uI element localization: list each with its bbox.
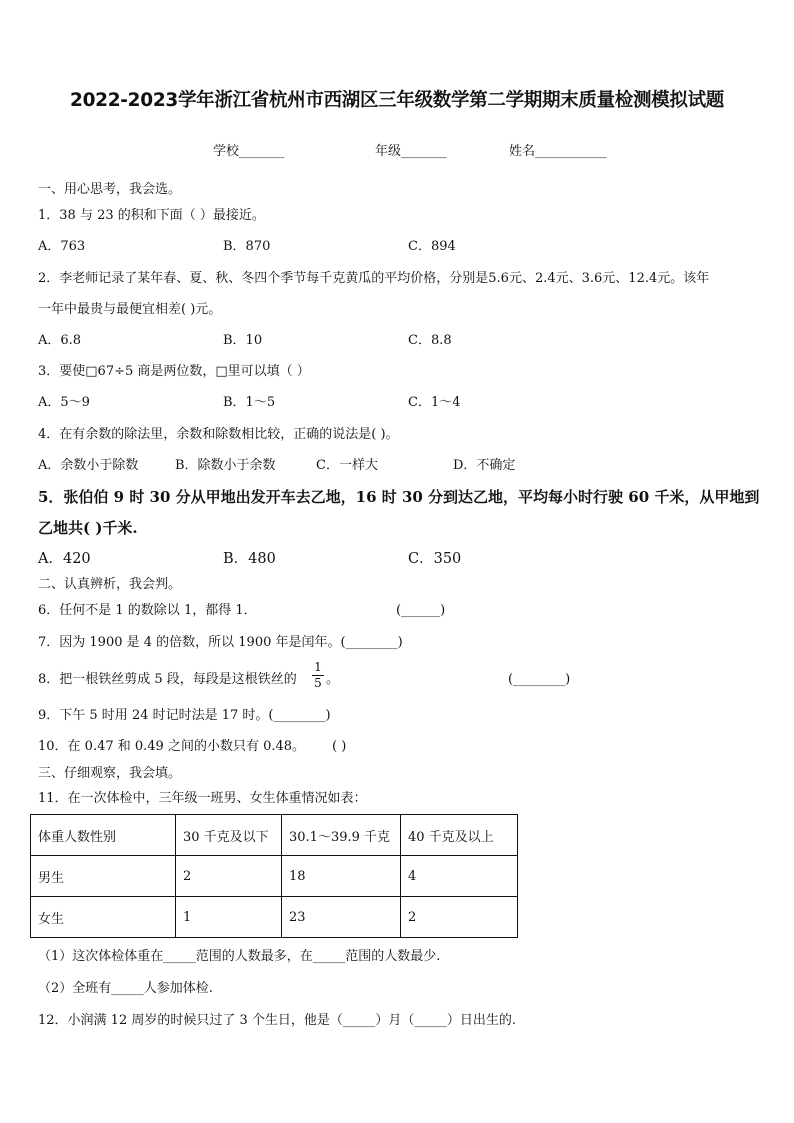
q2-option-c: C．8.8 [408, 333, 452, 348]
question-1: 1．38 与 23 的积和下面（ ）最接近。 [38, 208, 265, 223]
question-5-line-1: 5．张伯伯 9 时 30 分从甲地出发开车去乙地，16 时 30 分到达乙地，平均每小时行驶 60 千米，从甲地到 [38, 488, 760, 506]
question-2-line-2: 一年中最贵与最便宜相差( )元。 [38, 302, 222, 317]
q1-option-a: A．763 [38, 239, 86, 254]
q6-answer-blank: (______) [396, 603, 446, 618]
q5-option-b: B．480 [223, 551, 276, 567]
table-header-cell: 体重人数性别 [31, 815, 176, 856]
question-8: 8．把一根铁丝剪成 5 段，每段是这根铁丝的 [38, 672, 297, 687]
question-10: 10．在 0.47 和 0.49 之间的小数只有 0.48。 [38, 739, 306, 754]
table-header-cell: 30 千克及以下 [176, 815, 282, 856]
question-5-line-2: 乙地共( )千米. [38, 519, 138, 537]
q2-option-b: B．10 [223, 333, 263, 348]
table-cell: 男生 [31, 856, 176, 897]
question-4: 4．在有余数的除法里，余数和除数相比较，正确的说法是( )。 [38, 427, 399, 442]
question-12: 12．小润满 12 周岁的时候只过了 3 个生日，他是（_____）月（_____）日出生的. [38, 1013, 517, 1028]
table-cell: 18 [282, 856, 401, 897]
table-cell: 2 [176, 856, 282, 897]
table-cell: 1 [176, 897, 282, 938]
weight-table [30, 814, 518, 938]
table-header-row [31, 815, 518, 856]
question-11-sub-1: （1）这次体检体重在_____范围的人数最多，在_____范围的人数最少. [38, 949, 441, 964]
section-2-heading: 二、认真辨析，我会判。 [38, 577, 182, 592]
page-title: 2022-2023学年浙江省杭州市西湖区三年级数学第二学期期末质量检测模拟试题 [70, 90, 724, 111]
q2-option-a: A．6.8 [38, 333, 82, 348]
q3-option-b: B．1～5 [223, 395, 276, 410]
q5-option-a: A．420 [38, 551, 91, 567]
q1-option-c: C．894 [408, 239, 456, 254]
grade-field: 年级_______ [375, 144, 447, 159]
table-cell: 2 [401, 897, 518, 938]
name-field: 姓名___________ [509, 144, 607, 159]
question-8-end: 。 [326, 672, 340, 687]
table-cell: 4 [401, 856, 518, 897]
q1-option-b: B．870 [223, 239, 271, 254]
table-row [31, 897, 518, 938]
q4-option-b: B．除数小于余数 [175, 458, 276, 473]
table-cell: 女生 [31, 897, 176, 938]
q4-option-a: A．余数小于除数 [38, 458, 139, 473]
question-3: 3．要使□67÷5 商是两位数，□里可以填（ ） [38, 364, 310, 379]
q5-option-c: C．350 [408, 551, 462, 567]
question-2-line-1: 2．李老师记录了某年春、夏、秋、冬四个季节每千克黄瓜的平均价格，分别是5.6元、2.4元、3.6元、12.4元。该年 [38, 271, 710, 286]
section-1-heading: 一、用心思考，我会选。 [38, 182, 182, 197]
school-field: 学校_______ [213, 144, 285, 159]
q3-option-a: A．5～9 [38, 395, 90, 410]
table-cell: 23 [282, 897, 401, 938]
q8-answer-blank: (________) [508, 672, 571, 687]
table-row [31, 856, 518, 897]
question-11-sub-2: （2）全班有_____人参加体检. [38, 981, 213, 996]
fraction-denominator: 5 [314, 676, 322, 690]
q10-answer-blank: ( ) [332, 739, 347, 754]
fraction-numerator: 1 [312, 660, 324, 676]
q4-option-d: D．不确定 [453, 458, 516, 473]
question-7: 7．因为 1900 是 4 的倍数，所以 1900 年是闰年。(________) [38, 635, 403, 650]
fraction-one-fifth [312, 660, 324, 691]
question-9: 9．下午 5 时用 24 时记时法是 17 时。(________) [38, 708, 331, 723]
section-3-heading: 三、仔细观察，我会填。 [38, 766, 182, 781]
question-6: 6．任何不是 1 的数除以 1，都得 1． [38, 603, 257, 618]
q3-option-c: C．1～4 [408, 395, 461, 410]
q4-option-c: C．一样大 [316, 458, 378, 473]
table-header-cell: 30.1～39.9 千克 [282, 815, 401, 856]
table-header-cell: 40 千克及以上 [401, 815, 518, 856]
question-11: 11．在一次体检中，三年级一班男、女生体重情况如表： [38, 791, 367, 806]
